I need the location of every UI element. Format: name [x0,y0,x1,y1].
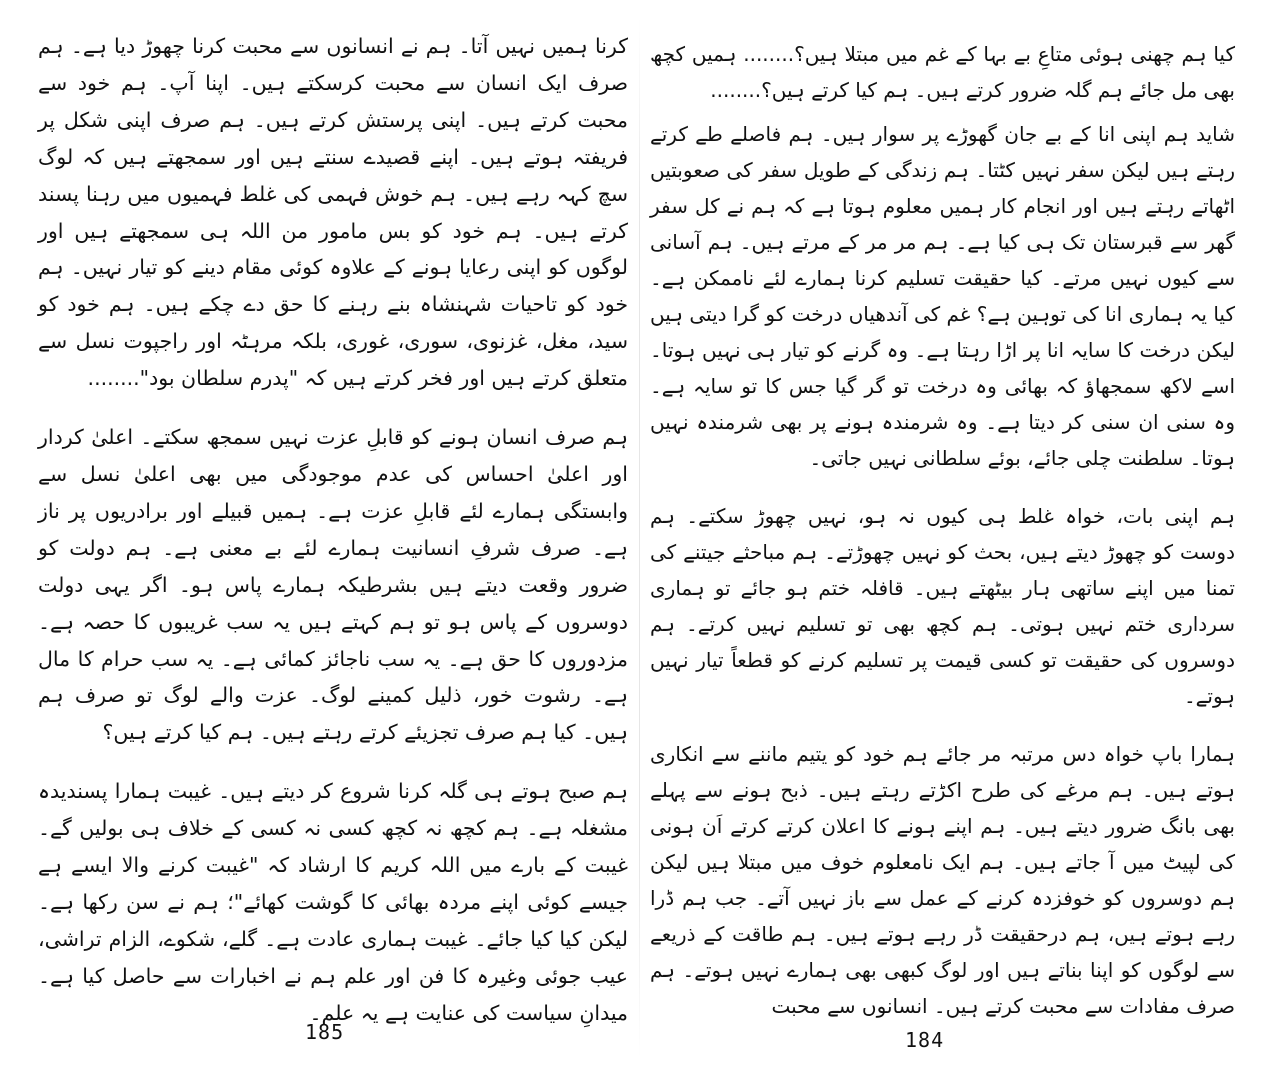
left-page [38,28,628,1038]
left-paragraph-3: ہم صبح ہوتے ہی گلہ کرنا شروع کر دیتے ہیں۔ غیبت ہمارا پسندیدہ مشغلہ ہے۔ ہم کچھ نہ کچھ کسی نہ کسی کے خلاف ہی بولیں گے۔ غیبت کے بارے میں اللہ کریم کا ارشاد کہ "غیبت کرنے والا ایسے ہے جیسے کوئی اپنے مردہ بھائی کا گوشت کھائے"؛ ہم نے سن رکھا ہے۔ لیکن کیا کیا جائے۔ غیبت ہماری عادت ہے۔ گلے، شکوے، الزام تراشی، عیب جوئی وغیرہ کا فن اور علم ہم نے اخبارات سے حاصل کیا ہے۔ میدانِ سیاست کی عنایت ہے یہ علم۔ [38,779,628,1025]
left-page-number: 185 [305,1020,345,1044]
right-paragraph-2: شاید ہم اپنی انا کے بے جان گھوڑے پر سوار ہیں۔ ہم فاصلے طے کرتے رہتے ہیں لیکن سفر نہیں کٹتا۔ ہم زندگی کے طویل سفر کی صعوبتیں اٹھاتے رہتے ہیں اور انجام کار ہمیں معلوم ہوتا ہے کہ ہم نے کل سفر گھر سے قبرستان تک ہی کیا ہے۔ ہم مر مر کے مرتے ہیں۔ ہم آسانی سے کیوں نہیں مرتے۔ کیا حقیقت تسلیم کرنا ہمارے لئے ناممکن ہے۔ کیا یہ ہماری انا کی توہین ہے؟ غم کی آندھیاں درخت کو گرا دیتی ہیں لیکن درخت کا سایہ انا پر اڑا رہتا ہے۔ وہ گرنے کو تیار ہی نہیں ہوتا۔ اسے لاکھ سمجھاؤ کہ بھائی وہ درخت تو گر گیا جس کا تو سایہ ہے۔ وہ سنی ان سنی کر دیتا ہے۔ وہ شرمندہ ہونے پر بھی شرمندہ نہیں ہوتا۔ سلطنت چلی جائے، بوئے سلطانی نہیں جاتی۔ [650,122,1235,470]
book-spine [639,18,640,1058]
left-paragraph-1: کرنا ہمیں نہیں آتا۔ ہم نے انسانوں سے محبت کرنا چھوڑ دیا ہے۔ ہم صرف ایک انسان سے محبت کرسکتے ہیں۔ اپنا آپ۔ ہم خود سے محبت کرتے ہیں۔ اپنی پرستش کرتے ہیں۔ ہم صرف اپنی شکل پر فریفتہ ہوتے ہیں۔ اپنے قصیدے سنتے ہیں اور سمجھتے ہیں کہ لوگ سچ کہہ رہے ہیں۔ ہم خوش فہمی کی غلط فہمیوں میں رہنا پسند کرتے ہیں۔ ہم خود کو بس مامور من اللہ ہی سمجھتے ہیں اور لوگوں کو اپنی رعایا ہونے کے علاوہ کوئی مقام دینے کو تیار نہیں۔ ہم خود کو تاحیات شہنشاہ بنے رہنے کا حق دے چکے ہیں۔ ہم خود کو سید، مغل، غزنوی، سوری، غوری، بلکہ مرہٹہ اور راجپوت نسل سے متعلق کرتے ہیں اور فخر کرتے ہیں کہ "پدرم سلطان بود"........ [38,34,628,391]
left-paragraph-2: ہم صرف انسان ہونے کو قابلِ عزت نہیں سمجھ سکتے۔ اعلیٰ کردار اور اعلیٰ احساس کی عدم موجودگی میں بھی اعلیٰ نسل سے وابستگی ہمارے لئے قابلِ عزت ہے۔ ہمیں قبیلے اور برادریوں پر ناز ہے۔ صرف شرفِ انسانیت ہمارے لئے بے معنی ہے۔ ہم دولت کو ضرور وقعت دیتے ہیں بشرطیکہ ہمارے پاس ہو۔ اگر یہی دولت دوسروں کے پاس ہو تو ہم کہتے ہیں یہ سب غریبوں کا حصہ ہے۔ مزدوروں کا حق ہے۔ یہ سب ناجائز کمائی ہے۔ یہ سب حرام کا مال ہے۔ رشوت خور، ذلیل کمینے لوگ۔ عزت والے لوگ تو صرف ہم ہیں۔ کیا ہم صرف تجزیئے کرتے رہتے ہیں۔ ہم کیا کرتے ہیں؟ [38,425,628,745]
right-paragraph-1: کیا ہم چھنی ہوئی متاعِ بے بہا کے غم میں مبتلا ہیں؟........ ہمیں کچھ بھی مل جائے ہم گلہ ضرور کرتے ہیں۔ ہم کیا کرتے ہیں؟........ [650,42,1235,102]
right-page [650,36,1235,1046]
right-paragraph-4: ہمارا باپ خواہ دس مرتبہ مر جائے ہم خود کو یتیم ماننے سے انکاری ہوتے ہیں۔ ہم مرغے کی طرح اکڑتے رہتے ہیں۔ ذبح ہونے سے پہلے بھی بانگ ضرور دیتے ہیں۔ ہم اپنے ہونے کا اعلان کرتے کرتے اَن ہونی کی لپیٹ میں آ جاتے ہیں۔ ہم ایک نامعلوم خوف میں مبتلا ہیں لیکن ہم دوسروں کو خوفزدہ کرنے کے عمل سے باز نہیں آتے۔ جب ہم ڈرا رہے ہوتے ہیں، ہم درحقیقت ڈر رہے ہوتے ہیں۔ ہم طاقت کے ذریعے سے لوگوں کو اپنا بناتے ہیں اور لوگ کبھی بھی ہمارے نہیں ہوتے۔ ہم صرف مفادات سے محبت کرتے ہیں۔ انسانوں سے محبت [650,742,1235,1018]
right-page-number: 184 [905,1028,945,1052]
right-paragraph-3: ہم اپنی بات، خواہ غلط ہی کیوں نہ ہو، نہیں چھوڑ سکتے۔ ہم دوست کو چھوڑ دیتے ہیں، بحث کو نہیں چھوڑتے۔ ہم مباحثے جیتنے کی تمنا میں اپنے ساتھی ہار بیٹھتے ہیں۔ قافلہ ختم ہو جائے تو ہماری سرداری ختم نہیں ہوتی۔ ہم کچھ بھی تو تسلیم نہیں کرتے۔ ہم دوسروں کی حقیقت تو کسی قیمت پر تسلیم کرنے کو قطعاً تیار نہیں ہوتے۔ [650,504,1235,708]
